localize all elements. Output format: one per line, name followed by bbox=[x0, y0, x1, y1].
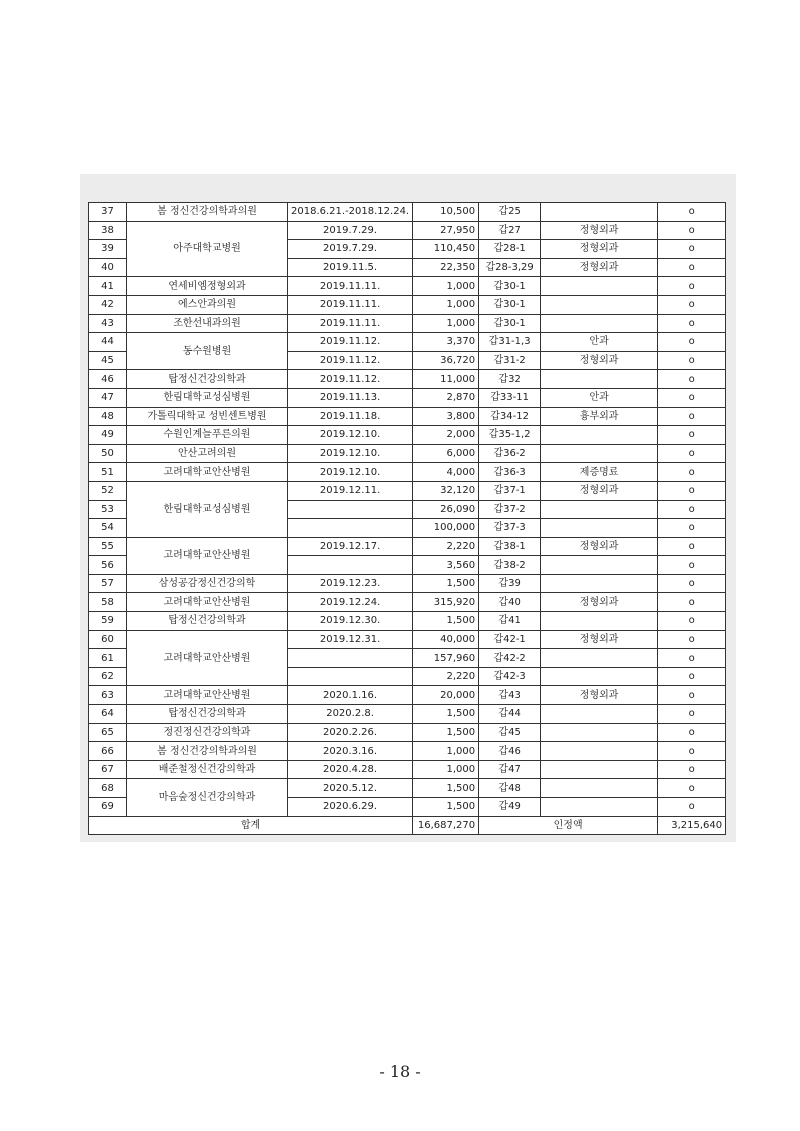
approved-mark: o bbox=[658, 519, 726, 538]
row-number: 55 bbox=[89, 537, 127, 556]
visit-date: 2020.4.28. bbox=[288, 760, 413, 779]
amount: 2,220 bbox=[413, 537, 479, 556]
department bbox=[541, 574, 658, 593]
total-label: 합계 bbox=[89, 816, 413, 835]
visit-date: 2020.2.8. bbox=[288, 705, 413, 724]
evidence-number: 갑37-1 bbox=[479, 481, 541, 500]
amount: 6,000 bbox=[413, 444, 479, 463]
amount: 3,370 bbox=[413, 333, 479, 352]
approved-mark: o bbox=[658, 444, 726, 463]
row-number: 56 bbox=[89, 556, 127, 575]
approved-mark: o bbox=[658, 556, 726, 575]
evidence-number: 갑28-3,29 bbox=[479, 258, 541, 277]
approved-mark: o bbox=[658, 314, 726, 333]
visit-date: 2020.5.12. bbox=[288, 779, 413, 798]
evidence-number: 갑39 bbox=[479, 574, 541, 593]
row-number: 61 bbox=[89, 649, 127, 668]
visit-date: 2019.11.11. bbox=[288, 277, 413, 296]
approved-mark: o bbox=[658, 742, 726, 761]
visit-date: 2019.12.30. bbox=[288, 612, 413, 631]
hospital-name: 봄 정신건강의학과의원 bbox=[127, 203, 288, 222]
amount: 27,950 bbox=[413, 221, 479, 240]
approved-mark: o bbox=[658, 649, 726, 668]
row-number: 67 bbox=[89, 760, 127, 779]
approved-mark: o bbox=[658, 277, 726, 296]
visit-date: 2019.12.10. bbox=[288, 463, 413, 482]
department bbox=[541, 649, 658, 668]
row-number: 50 bbox=[89, 444, 127, 463]
approved-mark: o bbox=[658, 723, 726, 742]
amount: 40,000 bbox=[413, 630, 479, 649]
evidence-number: 갑47 bbox=[479, 760, 541, 779]
department: 정형외과 bbox=[541, 351, 658, 370]
visit-date: 2019.12.11. bbox=[288, 481, 413, 500]
department bbox=[541, 667, 658, 686]
row-number: 44 bbox=[89, 333, 127, 352]
amount: 110,450 bbox=[413, 240, 479, 259]
hospital-name: 한림대학교성심병원 bbox=[127, 388, 288, 407]
visit-date: 2019.11.5. bbox=[288, 258, 413, 277]
table-row bbox=[89, 630, 726, 649]
table-row bbox=[89, 370, 726, 389]
amount: 1,000 bbox=[413, 760, 479, 779]
visit-date bbox=[288, 556, 413, 575]
evidence-number: 갑45 bbox=[479, 723, 541, 742]
table-body bbox=[89, 203, 726, 817]
hospital-name: 정진정신건강의학과 bbox=[127, 723, 288, 742]
table-row bbox=[89, 333, 726, 352]
visit-date: 2018.6.21.-2018.12.24. bbox=[288, 203, 413, 222]
department: 정형외과 bbox=[541, 630, 658, 649]
department bbox=[541, 612, 658, 631]
approved-mark: o bbox=[658, 667, 726, 686]
department: 정형외과 bbox=[541, 686, 658, 705]
hospital-name: 한림대학교성심병원 bbox=[127, 481, 288, 537]
evidence-number: 갑43 bbox=[479, 686, 541, 705]
visit-date: 2019.11.12. bbox=[288, 333, 413, 352]
table-row bbox=[89, 574, 726, 593]
amount: 11,000 bbox=[413, 370, 479, 389]
row-number: 40 bbox=[89, 258, 127, 277]
hospital-name: 수원인계늘푸른의원 bbox=[127, 426, 288, 445]
table-row bbox=[89, 481, 726, 500]
amount: 36,720 bbox=[413, 351, 479, 370]
visit-date bbox=[288, 649, 413, 668]
evidence-number: 갑49 bbox=[479, 798, 541, 817]
amount: 2,000 bbox=[413, 426, 479, 445]
visit-date: 2019.11.13. bbox=[288, 388, 413, 407]
hospital-name: 마음숲정신건강의학과 bbox=[127, 779, 288, 816]
evidence-number: 갑27 bbox=[479, 221, 541, 240]
amount: 1,500 bbox=[413, 798, 479, 817]
amount: 10,500 bbox=[413, 203, 479, 222]
evidence-number: 갑35-1,2 bbox=[479, 426, 541, 445]
row-number: 51 bbox=[89, 463, 127, 482]
department: 정형외과 bbox=[541, 258, 658, 277]
approved-mark: o bbox=[658, 574, 726, 593]
amount: 315,920 bbox=[413, 593, 479, 612]
visit-date: 2019.12.24. bbox=[288, 593, 413, 612]
visit-date bbox=[288, 519, 413, 538]
row-number: 45 bbox=[89, 351, 127, 370]
row-number: 63 bbox=[89, 686, 127, 705]
row-number: 65 bbox=[89, 723, 127, 742]
row-number: 53 bbox=[89, 500, 127, 519]
evidence-number: 갑33-11 bbox=[479, 388, 541, 407]
evidence-number: 갑34-12 bbox=[479, 407, 541, 426]
evidence-number: 갑37-3 bbox=[479, 519, 541, 538]
hospital-name: 조한선내과의원 bbox=[127, 314, 288, 333]
table-row bbox=[89, 203, 726, 222]
row-number: 37 bbox=[89, 203, 127, 222]
evidence-number: 갑41 bbox=[479, 612, 541, 631]
row-number: 48 bbox=[89, 407, 127, 426]
approved-mark: o bbox=[658, 370, 726, 389]
hospital-name: 탑정신건강의학과 bbox=[127, 370, 288, 389]
visit-date: 2019.11.11. bbox=[288, 314, 413, 333]
approved-mark: o bbox=[658, 351, 726, 370]
department bbox=[541, 444, 658, 463]
table-row bbox=[89, 686, 726, 705]
row-number: 54 bbox=[89, 519, 127, 538]
hospital-name: 연세비엠정형외과 bbox=[127, 277, 288, 296]
department bbox=[541, 370, 658, 389]
amount: 1,500 bbox=[413, 705, 479, 724]
department bbox=[541, 500, 658, 519]
amount: 32,120 bbox=[413, 481, 479, 500]
evidence-number: 갑44 bbox=[479, 705, 541, 724]
amount: 1,000 bbox=[413, 742, 479, 761]
table-row bbox=[89, 593, 726, 612]
table-row bbox=[89, 314, 726, 333]
approved-mark: o bbox=[658, 203, 726, 222]
row-number: 41 bbox=[89, 277, 127, 296]
department bbox=[541, 519, 658, 538]
approved-mark: o bbox=[658, 760, 726, 779]
evidence-number: 갑42-3 bbox=[479, 667, 541, 686]
evidence-number: 갑30-1 bbox=[479, 277, 541, 296]
amount: 2,220 bbox=[413, 667, 479, 686]
approved-mark: o bbox=[658, 593, 726, 612]
hospital-name: 동수원병원 bbox=[127, 333, 288, 370]
department: 정형외과 bbox=[541, 240, 658, 259]
evidence-number: 갑30-1 bbox=[479, 314, 541, 333]
hospital-name: 고려대학교안산병원 bbox=[127, 686, 288, 705]
table-row bbox=[89, 388, 726, 407]
department: 정형외과 bbox=[541, 593, 658, 612]
hospital-name: 고려대학교안산병원 bbox=[127, 630, 288, 686]
evidence-number: 갑48 bbox=[479, 779, 541, 798]
approved-mark: o bbox=[658, 295, 726, 314]
visit-date: 2020.6.29. bbox=[288, 798, 413, 817]
approved-mark: o bbox=[658, 686, 726, 705]
hospital-name: 아주대학교병원 bbox=[127, 221, 288, 277]
amount: 1,000 bbox=[413, 277, 479, 296]
approved-mark: o bbox=[658, 500, 726, 519]
row-number: 62 bbox=[89, 667, 127, 686]
amount: 100,000 bbox=[413, 519, 479, 538]
hospital-name: 봄 정신건강의학과의원 bbox=[127, 742, 288, 761]
hospital-name: 안산고려의원 bbox=[127, 444, 288, 463]
visit-date: 2019.11.12. bbox=[288, 370, 413, 389]
hospital-name: 고려대학교안산병원 bbox=[127, 463, 288, 482]
evidence-number: 갑38-2 bbox=[479, 556, 541, 575]
amount: 157,960 bbox=[413, 649, 479, 668]
approved-mark: o bbox=[658, 798, 726, 817]
row-number: 47 bbox=[89, 388, 127, 407]
evidence-number: 갑37-2 bbox=[479, 500, 541, 519]
approved-mark: o bbox=[658, 426, 726, 445]
visit-date: 2019.12.10. bbox=[288, 444, 413, 463]
amount: 3,560 bbox=[413, 556, 479, 575]
table-row bbox=[89, 760, 726, 779]
table-row bbox=[89, 463, 726, 482]
table-row bbox=[89, 742, 726, 761]
amount: 26,090 bbox=[413, 500, 479, 519]
evidence-number: 갑42-1 bbox=[479, 630, 541, 649]
table-row bbox=[89, 779, 726, 798]
approved-mark: o bbox=[658, 705, 726, 724]
approved-mark: o bbox=[658, 407, 726, 426]
table-row bbox=[89, 295, 726, 314]
visit-date bbox=[288, 500, 413, 519]
department bbox=[541, 277, 658, 296]
amount: 1,000 bbox=[413, 295, 479, 314]
evidence-number: 갑36-3 bbox=[479, 463, 541, 482]
table-row bbox=[89, 221, 726, 240]
total-amount: 16,687,270 bbox=[413, 816, 479, 835]
hospital-name: 탑정신건강의학과 bbox=[127, 705, 288, 724]
evidence-number: 갑31-1,3 bbox=[479, 333, 541, 352]
hospital-name: 삼성공감정신건강의학 bbox=[127, 574, 288, 593]
amount: 3,800 bbox=[413, 407, 479, 426]
department bbox=[541, 203, 658, 222]
hospital-name: 탑정신건강의학과 bbox=[127, 612, 288, 631]
table-row bbox=[89, 444, 726, 463]
row-number: 68 bbox=[89, 779, 127, 798]
amount: 20,000 bbox=[413, 686, 479, 705]
department: 정형외과 bbox=[541, 221, 658, 240]
row-number: 52 bbox=[89, 481, 127, 500]
amount: 4,000 bbox=[413, 463, 479, 482]
visit-date: 2019.12.23. bbox=[288, 574, 413, 593]
amount: 2,870 bbox=[413, 388, 479, 407]
department bbox=[541, 705, 658, 724]
department: 흉부외과 bbox=[541, 407, 658, 426]
visit-date: 2019.11.12. bbox=[288, 351, 413, 370]
visit-date: 2019.11.11. bbox=[288, 295, 413, 314]
evidence-number: 갑38-1 bbox=[479, 537, 541, 556]
medical-expense-table bbox=[88, 202, 726, 835]
department bbox=[541, 742, 658, 761]
table-row bbox=[89, 537, 726, 556]
visit-date: 2020.2.26. bbox=[288, 723, 413, 742]
visit-date bbox=[288, 667, 413, 686]
row-number: 64 bbox=[89, 705, 127, 724]
table-row bbox=[89, 723, 726, 742]
approved-amount: 3,215,640 bbox=[658, 816, 726, 835]
approved-mark: o bbox=[658, 779, 726, 798]
department bbox=[541, 779, 658, 798]
visit-date: 2019.12.10. bbox=[288, 426, 413, 445]
approved-mark: o bbox=[658, 612, 726, 631]
department bbox=[541, 760, 658, 779]
amount: 1,500 bbox=[413, 612, 479, 631]
department: 제증명료 bbox=[541, 463, 658, 482]
table-row bbox=[89, 705, 726, 724]
visit-date: 2019.11.18. bbox=[288, 407, 413, 426]
total-row bbox=[89, 816, 726, 835]
hospital-name: 에스안과의원 bbox=[127, 295, 288, 314]
department: 정형외과 bbox=[541, 537, 658, 556]
department bbox=[541, 723, 658, 742]
approved-mark: o bbox=[658, 240, 726, 259]
row-number: 57 bbox=[89, 574, 127, 593]
approved-mark: o bbox=[658, 481, 726, 500]
visit-date: 2019.7.29. bbox=[288, 221, 413, 240]
evidence-number: 갑46 bbox=[479, 742, 541, 761]
visit-date: 2019.12.31. bbox=[288, 630, 413, 649]
evidence-number: 갑30-1 bbox=[479, 295, 541, 314]
visit-date: 2019.12.17. bbox=[288, 537, 413, 556]
department: 안과 bbox=[541, 388, 658, 407]
evidence-number: 갑42-2 bbox=[479, 649, 541, 668]
approved-mark: o bbox=[658, 537, 726, 556]
evidence-number: 갑25 bbox=[479, 203, 541, 222]
hospital-name: 고려대학교안산병원 bbox=[127, 593, 288, 612]
row-number: 69 bbox=[89, 798, 127, 817]
amount: 1,500 bbox=[413, 723, 479, 742]
amount: 1,500 bbox=[413, 779, 479, 798]
department: 안과 bbox=[541, 333, 658, 352]
approved-mark: o bbox=[658, 388, 726, 407]
evidence-number: 갑36-2 bbox=[479, 444, 541, 463]
hospital-name: 가톨릭대학교 성빈센트병원 bbox=[127, 407, 288, 426]
visit-date: 2020.1.16. bbox=[288, 686, 413, 705]
hospital-name: 배준철정신건강의학과 bbox=[127, 760, 288, 779]
department bbox=[541, 295, 658, 314]
evidence-number: 갑32 bbox=[479, 370, 541, 389]
approved-mark: o bbox=[658, 333, 726, 352]
amount: 1,500 bbox=[413, 574, 479, 593]
approved-mark: o bbox=[658, 630, 726, 649]
row-number: 60 bbox=[89, 630, 127, 649]
department bbox=[541, 798, 658, 817]
hospital-name: 고려대학교안산병원 bbox=[127, 537, 288, 574]
row-number: 66 bbox=[89, 742, 127, 761]
amount: 22,350 bbox=[413, 258, 479, 277]
row-number: 38 bbox=[89, 221, 127, 240]
department bbox=[541, 426, 658, 445]
row-number: 46 bbox=[89, 370, 127, 389]
row-number: 39 bbox=[89, 240, 127, 259]
page-number: - 18 - bbox=[379, 1062, 421, 1081]
approved-mark: o bbox=[658, 221, 726, 240]
approved-mark: o bbox=[658, 258, 726, 277]
department bbox=[541, 556, 658, 575]
evidence-number: 갑28-1 bbox=[479, 240, 541, 259]
row-number: 58 bbox=[89, 593, 127, 612]
department: 정형외과 bbox=[541, 481, 658, 500]
evidence-number: 갑31-2 bbox=[479, 351, 541, 370]
evidence-number: 갑40 bbox=[479, 593, 541, 612]
visit-date: 2020.3.16. bbox=[288, 742, 413, 761]
table-row bbox=[89, 426, 726, 445]
row-number: 49 bbox=[89, 426, 127, 445]
approved-mark: o bbox=[658, 463, 726, 482]
row-number: 59 bbox=[89, 612, 127, 631]
approved-label: 인정액 bbox=[479, 816, 658, 835]
row-number: 43 bbox=[89, 314, 127, 333]
department bbox=[541, 314, 658, 333]
row-number: 42 bbox=[89, 295, 127, 314]
table-row bbox=[89, 612, 726, 631]
visit-date: 2019.7.29. bbox=[288, 240, 413, 259]
amount: 1,000 bbox=[413, 314, 479, 333]
table-row bbox=[89, 277, 726, 296]
table-row bbox=[89, 407, 726, 426]
